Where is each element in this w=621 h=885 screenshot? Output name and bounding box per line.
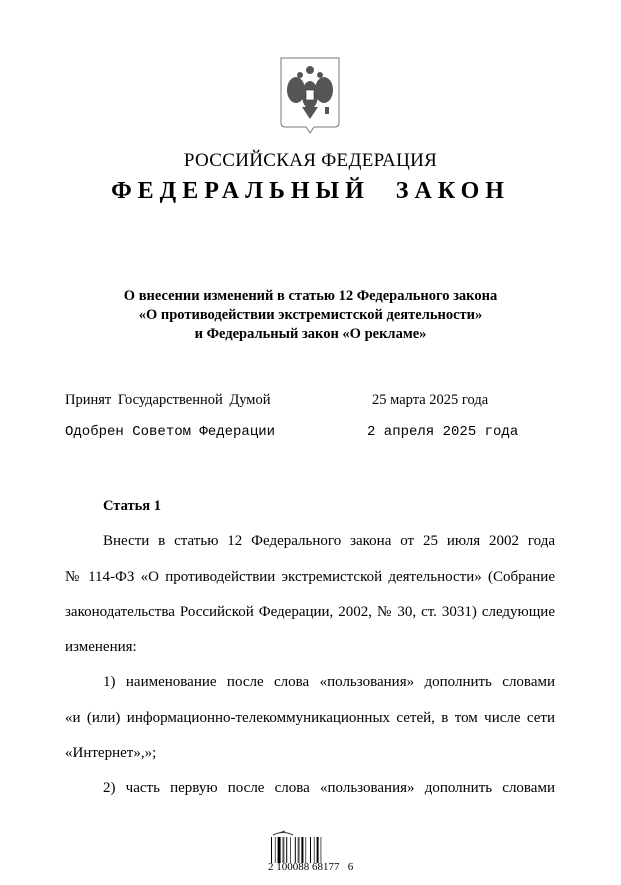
barcode-bar bbox=[317, 837, 319, 863]
barcode-bar bbox=[298, 837, 300, 863]
barcode-bar bbox=[305, 837, 306, 863]
article-heading: Статья 1 bbox=[103, 498, 161, 514]
barcode-number: 2 100088 68177 6 bbox=[268, 861, 354, 873]
council-date: 2 апреля 2025 года bbox=[367, 424, 519, 440]
barcode bbox=[271, 828, 345, 864]
article-text-line: изменения: bbox=[65, 639, 137, 655]
barcode-bar bbox=[295, 837, 296, 863]
barcode-bar bbox=[271, 837, 272, 863]
barcode-bar bbox=[310, 837, 311, 863]
law-title-line: «О противодействии экстремистской деятельности» bbox=[138, 307, 483, 323]
barcode-bar bbox=[320, 837, 321, 863]
article-text-line: «и (или) информационно-телекоммуникационных сетей, в том числе сети bbox=[65, 710, 555, 726]
coat-of-arms-emblem bbox=[280, 57, 340, 134]
article-text-line: 2) часть первую после слова «пользования» дополнить словами bbox=[103, 780, 555, 796]
barcode-bar bbox=[275, 837, 276, 863]
barcode-bar bbox=[282, 837, 284, 863]
article-text-line: № 114-ФЗ «О противодействии экстремистской деятельности» (Собрание bbox=[65, 569, 555, 585]
law-title-line: и Федеральный закон «О рекламе» bbox=[194, 326, 427, 342]
article-text-line: 1) наименование после слова «пользования» дополнить словами bbox=[103, 674, 555, 690]
law-title-line: О внесении изменений в статью 12 Федерального закона bbox=[123, 288, 498, 304]
signature-mark bbox=[273, 831, 293, 835]
duma-label: Принят Государственной Думой bbox=[65, 392, 271, 408]
article-text-line: законодательства Российской Федерации, 2002, № 30, ст. 3031) следующие bbox=[65, 604, 555, 620]
barcode-bar bbox=[286, 837, 287, 863]
article-text-line: «Интернет»,»; bbox=[65, 745, 157, 761]
barcode-bar bbox=[278, 837, 281, 863]
barcode-bar bbox=[290, 837, 291, 863]
country-name: РОССИЙСКАЯ ФЕДЕРАЦИЯ bbox=[183, 150, 438, 171]
barcode-bar bbox=[301, 837, 303, 863]
barcode-bar bbox=[314, 837, 315, 863]
article-text-line: Внести в статью 12 Федерального закона от 25 июля 2002 года bbox=[103, 533, 555, 549]
council-label: Одобрен Советом Федерации bbox=[65, 424, 276, 440]
law-type: ФЕДЕРАЛЬНЫЙ ЗАКОН bbox=[111, 178, 510, 204]
duma-date: 25 марта 2025 года bbox=[372, 392, 489, 408]
